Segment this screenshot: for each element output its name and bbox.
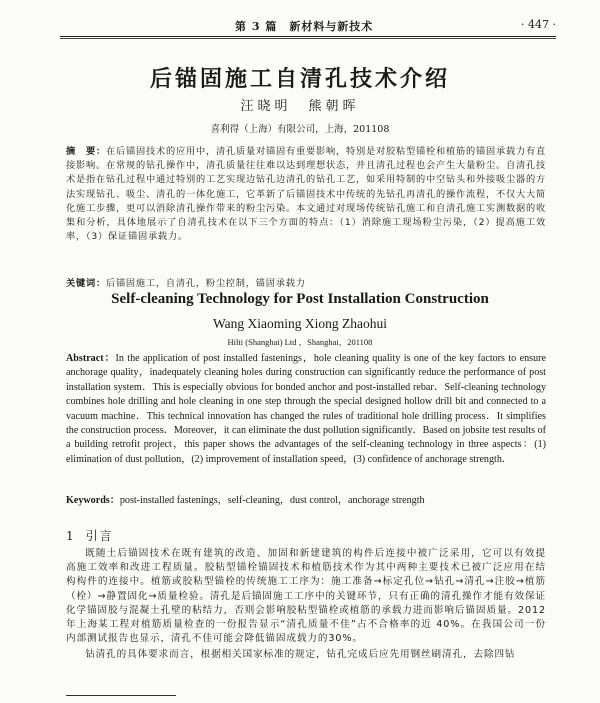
english-keywords-text: post-installed fastenings，self-cleaning，dust control，anchorage strength: [119, 495, 425, 506]
english-authors: Wang Xiaoming Xiong Zhaohui: [212, 316, 387, 331]
chinese-abstract-text: 在后锚固技术的应用中，清孔质量对锚固有重要影响，特别是对胶粘型锚栓和植筋的锚固承载力有直接影响。在常规的钻孔操作中，清孔质量往往难以达到理想状态，并且清孔过程也会产生大量粉尘。自清孔技术是指在钻孔过程中通过特别的工艺实现边钻孔边清孔的钻孔工艺，如采用特制的中空钻头和外接吸尘器的方法实现钻孔、吸尘、清孔的一体化施工，它革新了后锚固技术中传统的先钻孔再清孔的操作流程，不仅大大简化施工步骤，更可以消除清孔操作带来的粉尘污染。本文通过对现场传统钻孔施工和自清孔施工实测数据的收集和分析，具体地展示了自清孔技术在以下三个方面的特点：（1）消除施工现场粉尘污染，（2）提高施工效率，（3）保证锚固承载力。: [66, 146, 547, 243]
header-rule: [60, 38, 556, 39]
chinese-keywords-text: 后锚固施工，自清孔，粉尘控制，锚固承载力: [105, 278, 306, 289]
section-title: 引言: [85, 529, 114, 543]
page-number: · 447 ·: [521, 18, 556, 31]
section-number: 1: [66, 529, 76, 543]
chinese-title: 后锚固施工自清孔技术介绍: [149, 66, 450, 92]
running-header: [60, 14, 556, 37]
chinese-abstract-label: 摘 要：: [66, 146, 107, 157]
chinese-authors: 汪晓明 熊朝晖: [240, 99, 360, 114]
english-abstract-label: Abstract：: [66, 353, 116, 364]
body-paragraph: 既随土后锚固技术在既有建筑的改造、加固和新建建筑的构件后连接中被广泛采用，它可以有效提高施工效率和改进工程质量。胶粘型锚栓锚固技术和植筋技术作为其中两种主要技术已被广泛应用在结构构件的连接中。植筋或胶粘型锚栓的传统施工工序为：施工准备→标定孔位→钻孔→清孔→注胶→植筋（栓）→静置固化→质量检验。清孔是后锚固施工工序中的关键环节，只有正确的清孔操作才能有效保证化学锚固胶与混凝土孔壁的粘结力，否则会影响胶粘型锚栓或植筋的承载力进而影响后锚固质量。2012 年上海某工程对植筋质量检查的一份报告显示“清孔质量不佳”占不合格率的近 40%。在我国公司一份内部测试报告也显示，清孔不佳可能会降低锚固成载力的30%。: [66, 548, 546, 645]
english-abstract: [66, 352, 546, 467]
english-keywords: [66, 491, 546, 506]
chinese-keywords: [66, 275, 546, 289]
chinese-abstract: [66, 145, 546, 244]
section-label: 第 3 篇 新材料与新技术: [235, 20, 374, 33]
english-affiliation: Hilti (Shanghai) Ltd ，Shanghai，201108: [227, 337, 373, 347]
chinese-keywords-label: 关键词：: [66, 278, 106, 289]
section-heading: [66, 527, 114, 544]
footnote-rule: [66, 695, 176, 696]
english-title: Self-cleaning Technology for Post Installation Construction: [111, 291, 489, 307]
english-keywords-label: Keywords：: [66, 495, 120, 506]
english-abstract-text: In the application of post installed fastenings，hole cleaning quality is one of the key factors to ensure anchorage quality，inadequately cleaning holes during construction can significantly reduce the performance of post installation system．This is especially obvious for bonded anchor and post-installed rebar．Self-cleaning technology combines hole drilling and hole cleaning in one step through the special designed hollow drill bit and connected to a vacuum machine．This technical innovation has changed the rules of traditional hole drilling process．It simplifies the construction process．Moreover，it can eliminate the dust pollution significantly．Based on jobsite test results of a building retrofit project，this paper shows the advantages of the self-cleaning technology in three aspects：(1) elimination of dust pollution，(2) improvement of installation speed，(3) confidence of anchorage strength．: [66, 353, 547, 465]
body-text: [66, 547, 546, 665]
chinese-affiliation: 喜利得（上海）有限公司，上海，201108: [210, 124, 390, 135]
body-paragraph: 钻清孔的具体要求而言，根据相关国家标准的规定，钻孔完成后应先用钢丝刷清孔，去除四钻: [85, 649, 516, 661]
